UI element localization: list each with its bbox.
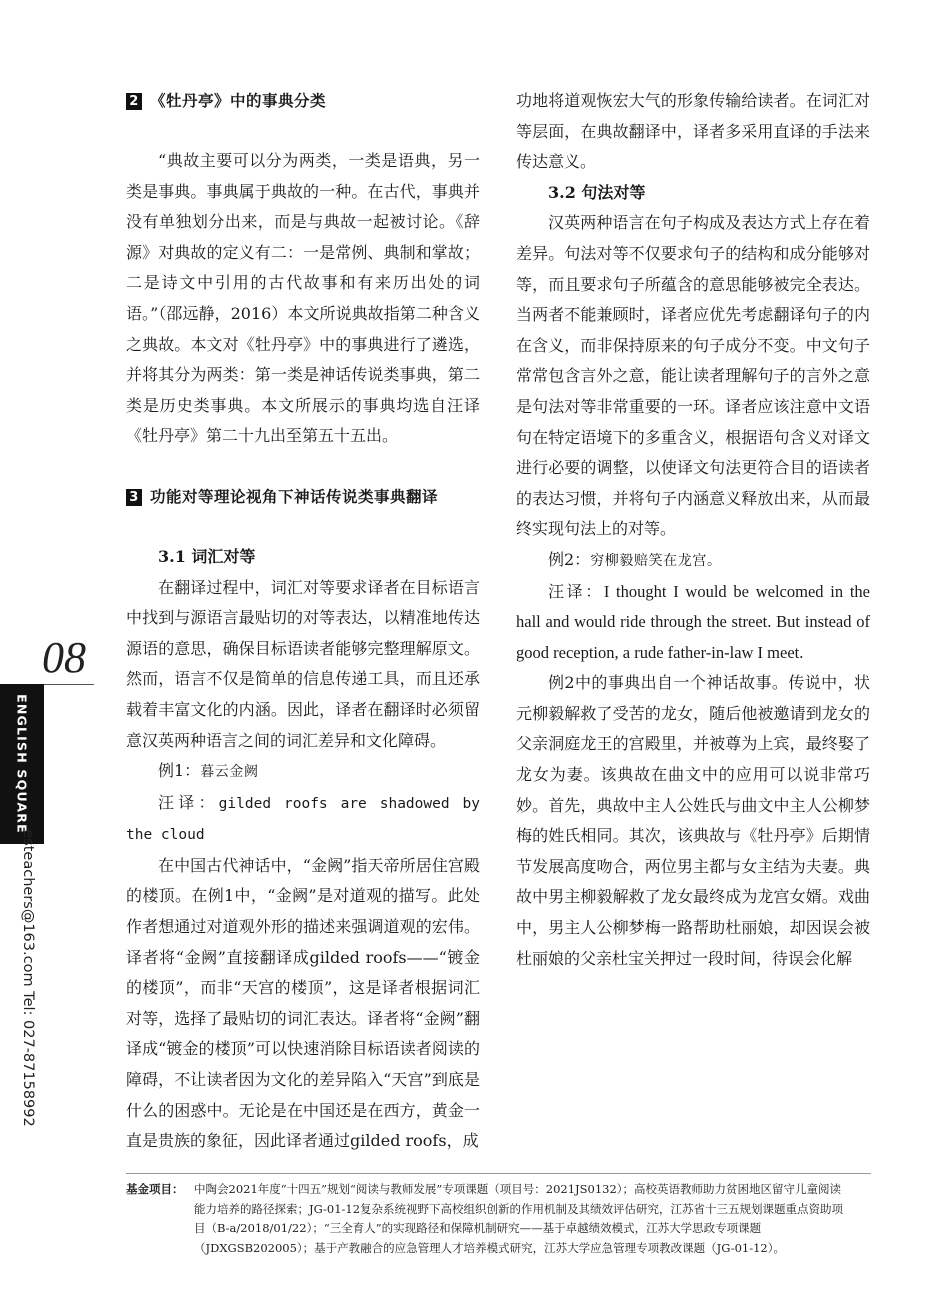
section-3-1-paragraph-2-continued: 功地将道观恢宏大气的形象传输给读者。在词汇对等层面，在典故翻译中，译者多采用直译的手法来传达意义。 <box>516 91 870 172</box>
section-3-heading <box>126 482 480 512</box>
section-3-title: 功能对等理论视角下神话传说类事典翻译 <box>150 487 439 506</box>
example-1-label: 例1： <box>158 761 201 781</box>
section-3-1-paragraph-1: 在翻译过程中，词汇对等要求译者在目标语言中找到与源语言最贴切的对等表达，以精准地传达源语的意思，确保目标语读者能够完整理解原文。然而，语言不仅是简单的信息传递工具，而且还承载着丰富文化的内涵。因此，译者在翻译时必须留意汉英两种语言之间的词汇差异和文化障碍。 <box>126 577 480 750</box>
example-2-english: I thought I would be welcomed in the hall and would ride through the street. But instead of good reception, a rude father-in-law I meet. <box>516 581 870 662</box>
example-1-english: gilded roofs are shadowed by the cloud <box>126 795 480 844</box>
right-column <box>516 86 870 974</box>
footnote-rule <box>126 1173 871 1174</box>
magazine-name: ENGLISH SQUARE <box>14 694 30 834</box>
left-column <box>126 86 480 1157</box>
footnote-text: 中陶会2021年度“十四五”规划“阅读与教师发展”专项课题（项目号：2021JS0132）；高校英语教师助力贫困地区留守儿童阅读能力培养的路径探索；JG-01-12复杂系统视野下高校组织创新的作用机制及其绩效评估研究，江苏省十三五规划课题重点资助项目（B-a/2018/01/22）；“三全育人”的实现路径和保障机制研究——基于卓越绩效模式，江苏大学思政专项课题（JDXGSB202005）；基于产教融合的应急管理人才培养模式研究，江苏大学应急管理专项教改课题（JG-01-12）。 <box>194 1182 844 1255</box>
example-1-translation-label: 汪译： <box>158 792 219 812</box>
footnote-label: 基金项目： <box>126 1182 184 1196</box>
subsection-3-1-title: 3.1 词汇对等 <box>158 546 256 566</box>
example-1-chinese: 暮云金阙 <box>200 764 259 781</box>
example-2-translation-label: 汪译： <box>548 581 604 601</box>
section-3-1-paragraph-2: 在中国古代神话中，“金阙”指天帝所居住宫殿的楼顶。在例1中，“金阙”是对道观的描写。此处作者想通过对道观外形的描述来强调道观的宏伟。译者将“金阙”直接翻译成gilded roofs——“镀金的楼顶”，而非“天宫的楼顶”，这是译者根据词汇对等，选择了最贴切的词汇表达。译者将“金阙”翻译成“镀金的楼顶”可以快速消除目标语读者阅读的障碍，不让读者因为文化的差异陷入“天宫”到底是什么的困惑中。无论是在中国还是在西方，黄金一直是贵族的象征，因此译者通过gilded roofs，成 <box>126 855 480 1151</box>
example-2-source <box>516 545 870 577</box>
page-number-rule <box>36 684 94 685</box>
section-3-number: 3 <box>126 489 142 506</box>
example-2-translation <box>516 577 870 669</box>
section-2-paragraph: “典故主要可以分为两类，一类是语典，另一类是事典。事典属于典故的一种。在古代，事典并没有单独划分出来，而是与典故一起被讨论。《辞源》对典故的定义有二：一是常例、典制和掌故；二是诗文中引用的古代故事和有来历出处的词语。”（邵远静，2016）本文所说典故指第二种含义之典故。本文对《牡丹亭》中的事典进行了遴选，并将其分为两类：第一类是神话传说类事典，第二类是历史类事典。本文所展示的事典均选自汪译《牡丹亭》第二十九出至第五十五出。 <box>126 151 480 446</box>
section-2-number: 2 <box>126 93 142 110</box>
example-1-translation <box>126 788 480 851</box>
subsection-3-2-title: 3.2 句法对等 <box>548 182 646 202</box>
example-2-chinese: 穷柳毅赔笑在龙宫。 <box>590 552 722 569</box>
footnote <box>126 1180 846 1258</box>
example-2-label: 例2： <box>548 549 591 569</box>
page-number: 08 <box>42 633 86 682</box>
section-3-2-paragraph-2: 例2中的事典出自一个神话故事。传说中，状元柳毅解救了受苦的龙女，随后他被邀请到龙女的父亲洞庭龙王的宫殿里，并被尊为上宾，最终娶了龙女为妻。该典故在曲文中的应用可以说非常巧妙。首先，典故中主人公姓氏与曲文中主人公柳梦梅的姓氏相同。其次，该典故与《牡丹亭》后期情节发展高度吻合，两位男主都与女主结为夫妻。典故中男主柳毅解救了龙女最终成为龙宫女婿。戏曲中，男主人公柳梦梅一路帮助杜丽娘，却因误会被杜丽娘的父亲杜宝关押过一段时间，待误会化解 <box>516 673 870 968</box>
example-1-source <box>126 756 480 788</box>
contact-info: esteachers@163.com Tel: 027-87158992 <box>20 829 36 1127</box>
section-2-heading <box>126 86 480 116</box>
section-2-title: 《牡丹亭》中的事典分类 <box>150 92 327 110</box>
section-3-2-paragraph-1: 汉英两种语言在句子构成及表达方式上存在着差异。句法对等不仅要求句子的结构和成分能够对等，而且要求句子所蕴含的意思能够被完全表达。当两者不能兼顾时，译者应优先考虑翻译句子的内在含义，而非保持原来的句子成分不变。中文句子常常包含言外之意，能让读者理解句子的言外之意是句法对等非常重要的一环。译者应该注意中文语句在特定语境下的多重含义，根据语句含义对译文进行必要的调整，以使译文句法更符合目的语读者的表达习惯，并将句子内涵意义释放出来，从而最终实现句法上的对等。 <box>516 213 870 539</box>
